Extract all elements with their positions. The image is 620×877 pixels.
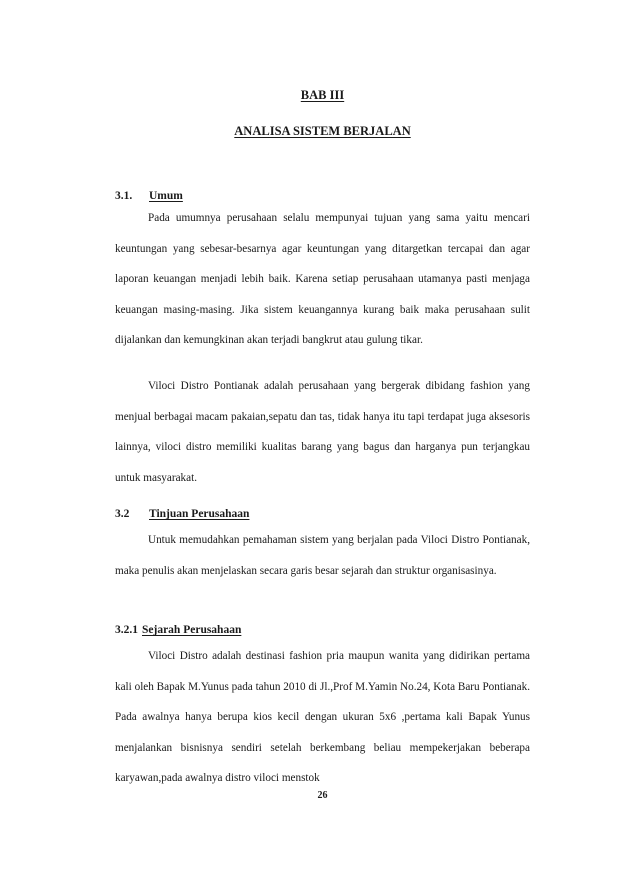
section-title: Sejarah Perusahaan bbox=[142, 624, 242, 636]
page-number: 26 bbox=[317, 790, 328, 801]
section-number: 3.1. bbox=[115, 190, 133, 202]
section-number: 3.2 bbox=[115, 508, 130, 520]
paragraph: Pada umumnya perusahaan selalu mempunyai tujuan yang sama yaitu mencari keuntungan yang sebesar-besarnya agar keuntungan yang ditargetkan tercapai dan agar laporan keuangan menjadi lebih baik. Karena setiap perusahaan utamanya pasti menjaga keuangan masing-masing. Jika sistem keuangannya kurang baik maka perusahaan sulit dijalankan dan kemungkinan akan terjadi bangkrut atau gulung tikar. bbox=[115, 212, 530, 347]
chapter-number: BAB III bbox=[300, 88, 345, 102]
section-number: 3.2.1 bbox=[115, 624, 138, 636]
chapter-title: ANALISA SISTEM BERJALAN bbox=[234, 124, 411, 138]
paragraph: Viloci Distro adalah destinasi fashion pria maupun wanita yang didirikan pertama kali oleh Bapak M.Yunus pada tahun 2010 di Jl.,Prof M.Yamin No.24, Kota Baru Pontianak. Pada awalnya hanya berupa kios kecil dengan ukuran 5x6 ,pertama kali Bapak Yunus menjalankan bisnisnya sendiri setelah berkembang beliau mempekerjakan beberapa karyawan,pada awalnya distro viloci menstok bbox=[115, 650, 530, 785]
section-title: Tinjuan Perusahaan bbox=[149, 508, 250, 520]
section-heading-tinjuan-perusahaan bbox=[115, 508, 530, 520]
section-heading-umum bbox=[115, 190, 530, 202]
paragraph: Untuk memudahkan pemahaman sistem yang berjalan pada Viloci Distro Pontianak, maka penulis akan menjelaskan secara garis besar sejarah dan struktur organisasinya. bbox=[115, 534, 530, 577]
section-heading-sejarah-perusahaan bbox=[115, 624, 530, 636]
section-title: Umum bbox=[149, 190, 183, 202]
paragraph: Viloci Distro Pontianak adalah perusahaan yang bergerak dibidang fashion yang menjual berbagai macam pakaian,sepatu dan tas, tidak hanya itu tapi terdapat juga aksesoris lainnya, viloci distro memiliki kualitas barang yang bagus dan harganya pun terjangkau untuk masyarakat. bbox=[115, 380, 530, 484]
